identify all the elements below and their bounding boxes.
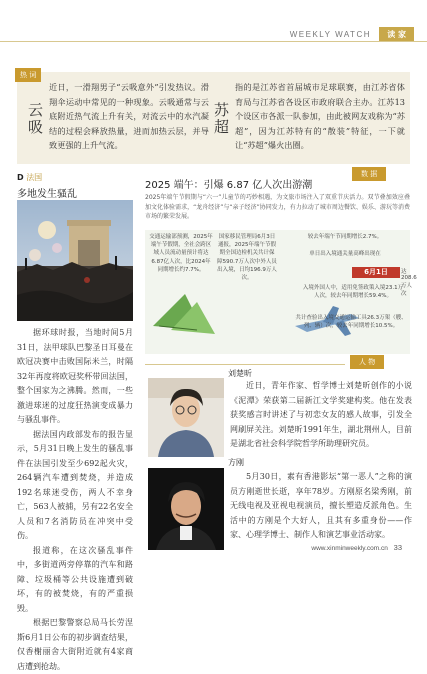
hot-word-text-left: 近日，一滑翔男子“云吸意外”引发热议。滑翔伞运动中常见的一种现象。云吸通常与云底附近热气流上升有关，对流云中的水汽凝结的过程会释放热量，进而加热云层，并导致更强的上升气流。 [49, 82, 209, 150]
people-section-tag: 人 物 [350, 355, 384, 369]
people-divider [145, 364, 345, 365]
person-name: 刘楚昕 [228, 369, 252, 378]
page-header [0, 0, 427, 40]
hot-word-title-right: 苏超 [213, 101, 229, 136]
hot-words-panel [17, 72, 410, 164]
data-section-tag: 数 据 [352, 167, 386, 181]
peak-day-caption: 单日出入境通关量高峰出现在 [309, 251, 381, 257]
data-intro: 2025年端午节假期与“六一”儿童节的巧妙相遇，为文旅市场注入了双重节庆活力。双节叠加效应叠加文化体验需求，“龙舟经济”与“亲子经济”协同发力，有力拉动了城市周边餐饮、娱乐、游玩等消费市场的繁荣发展。 [145, 194, 410, 220]
visa-free-figure: 入境外国人中，适用免签政策入境23.1万人次，较去年同期增长59.4%。 [302, 285, 404, 300]
page-footer [311, 543, 402, 552]
hot-words-label: 热 词 [15, 68, 41, 82]
brand-name: WEEKLY WATCH [289, 30, 371, 39]
peak-day-banner: 6月1日 [352, 267, 400, 278]
header-divider [0, 41, 427, 42]
person-name: 方刚 [228, 458, 244, 467]
dragon-boat-infographic [145, 230, 417, 354]
person-portrait [148, 378, 224, 457]
peak-day-value: 达208.6万人次 [401, 269, 417, 297]
france-paragraph: 根据巴黎警察总局马长劳涅斯6月1日公布的初步调查结果，仅香榭丽舍大街附近就有4家商店遭到抢劫。 [17, 618, 133, 671]
immigration-figure: 国家移民管理局6月3日通报，2025年端午节假期全国边检机关共计保障590.7万人次中外人员出入境，日均196.9万人次。 [217, 234, 277, 282]
france-paragraph: 据法国内政部发布的报告显示，5月31日晚上发生的骚乱事件在法国引发至少692起火灾，264辆汽车遭到焚烧，并造成192名球迷受伤，两人不幸身亡，563人被捕，另有22名安全人员和7名消防员在冲突中受伤。 [17, 429, 133, 540]
data-headline: 2025 端午：引爆 6.87 亿人次出游潮 [145, 180, 313, 191]
france-section-header: D 法国 [17, 173, 43, 182]
person-bio: 5月30日，素有香港影坛“第一恶人”之称的演员方刚逝世长逝，享年78岁。方刚原名梁秀刚，前无线电视及亚视电视演员，擅长塑造反派角色。生活中的方刚是个大好人，且其有多重身份——作家、心理学博士、制作人和演艺事业活动家。 [230, 472, 412, 539]
website-url: www.xinminweekly.com.cn [311, 545, 388, 552]
page-number: 33 [393, 543, 402, 552]
hot-word-text-right: 指的是江苏省首届城市足球联赛，由江苏省体育局与江苏省各设区市政府联合主办。江苏13个设区市各派一队参加，由此被网友戏称为“苏超”，因为江苏特有的“散装”特征，一下就让“苏超”爆火出圈。 [235, 82, 405, 150]
arc-de-triomphe-photo [17, 200, 133, 321]
france-headline: 多地发生骚乱 [17, 189, 77, 200]
france-paragraph: 报道称，在这次骚乱事件中，多街道两旁停靠的汽车和路障、垃圾桶等公共设施遭到破坏，有的被焚烧，有的严重损毁。 [17, 545, 133, 613]
france-article [17, 326, 133, 674]
yoy-growth: 较去年端午节同期增长2.7%。 [307, 234, 383, 240]
person-bio: 近日，青年作家、哲学博士刘楚昕创作的小说《泥潭》荣获第二届新江文学奖建构奖。他在发表获奖感言时讲述了与初恋女友的感人故事，引发全网刷屏关注。刘楚昕1991年生，湖北荆州人，目前是湖北省社会科学院哲学所助理研究员。 [230, 381, 412, 448]
cross-region-figure: 交通运输部预测，2025年端午节假期，全社会跨区域人员流动量预计将达6.87亿人次，比2024年同期增长约7.7%。 [149, 234, 213, 273]
ports-figure: 共计查验出入境交通运输工具26.3万架（艘、列、辆）次，较去年同期增长10.5%。 [295, 315, 407, 330]
hot-word-title-left: 云吸 [27, 101, 43, 136]
france-paragraph: 据环球时报，当地时间5月31日，法甲球队巴黎圣日耳曼在欧冠决赛中击败国际米兰，时隔32年再度将欧冠奖杯带回法国，整个国家为之沸腾。然而，一些激进球迷的过度狂热演变成暴力与骚乱事件。 [17, 328, 133, 424]
section-tag: 读 家 [379, 27, 414, 42]
section-name: 法国 [26, 173, 43, 182]
person-portrait [148, 468, 224, 550]
